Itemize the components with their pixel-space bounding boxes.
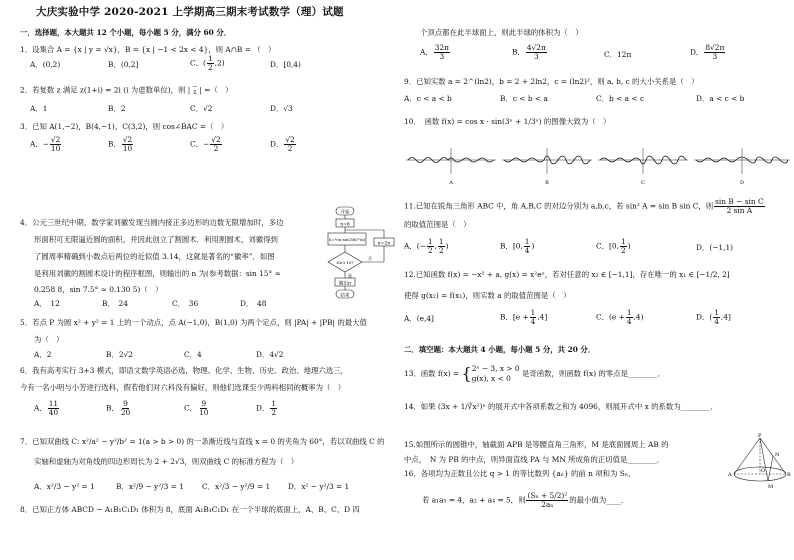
q2-option-b[interactable]: B．2 bbox=[108, 104, 126, 113]
q12-c-suffix: ,4) bbox=[633, 312, 644, 322]
q4-flowchart bbox=[318, 206, 396, 306]
cone-label-n: N bbox=[775, 452, 780, 458]
q11-option-d[interactable]: D．(−1,1) bbox=[696, 243, 734, 252]
q10-label-a: A bbox=[449, 180, 453, 186]
q12-line-1: 12.已知函数 f(x) = −x² + a, g(x) = x²eˣ，若对任意的 x₂ ∈ [−1,1]，存在唯一的 x₁ ∈ [−1/2, 2] bbox=[404, 270, 730, 279]
cone-edge-pm bbox=[760, 438, 768, 481]
q15-line-2: 中点， N 为 PB 的中点，则异面直线 PA 与 MN 所成角的正切值是________． bbox=[404, 455, 665, 464]
q1-c-frac bbox=[207, 55, 214, 72]
q5-option-c[interactable]: C．4 bbox=[184, 350, 202, 359]
q11-c-suffix: ) bbox=[627, 241, 631, 251]
q2-stem-text: 2．若复数 z 满足 z(1+i) = 2i (i 为虚数单位)，则 | bbox=[20, 85, 191, 95]
q6-d-num: 1 bbox=[271, 399, 277, 408]
q5-option-b[interactable]: B．2√2 bbox=[106, 350, 133, 359]
q1-c-num: 1 bbox=[207, 54, 213, 63]
cone-label-o: O bbox=[761, 468, 766, 474]
q12-c-frac bbox=[626, 309, 633, 326]
q7-option-b[interactable]: B．x²/9 − y²/3 = 1 bbox=[116, 482, 184, 491]
q6-a-den: 40 bbox=[48, 407, 59, 417]
q3-c-frac bbox=[210, 136, 221, 153]
q11-b-num: 1 bbox=[524, 237, 530, 246]
q12-b-suffix: ,4] bbox=[537, 312, 548, 322]
q15-line-1: 15.如图所示的圆锥中，轴截面 APB 是等腰直角三角形，M 是底面圆周上 AB 的 bbox=[404, 440, 669, 449]
q8-continuation: 个顶点都在此半球面上，则此半球的体积为（ ） bbox=[420, 28, 583, 37]
q6-b-frac bbox=[120, 400, 131, 417]
q6-c-prefix: C． bbox=[184, 403, 198, 413]
q8-option-d[interactable]: D． $\frac{8√2\pi}{3}$ bbox=[690, 43, 725, 61]
q1-option-d[interactable]: D．[0,4) bbox=[270, 60, 301, 69]
q3-a-num: √2 bbox=[50, 135, 61, 144]
q6-a-frac bbox=[48, 400, 59, 417]
q10-stem: 10． 函数 f(x) = cos x · sin(3ˣ + 1/3ˣ) 的图像大致为（ ） bbox=[404, 117, 611, 126]
q3-b-den: 10 bbox=[122, 143, 133, 153]
q10-graph-d[interactable] bbox=[694, 148, 790, 186]
q12-c-prefix: C．(e + bbox=[596, 312, 625, 322]
q6-a-prefix: A． bbox=[34, 403, 47, 413]
q11-b-frac bbox=[524, 238, 531, 255]
q3-b-prefix: B． bbox=[108, 139, 121, 149]
q1-c-suffix: ,2) bbox=[214, 58, 225, 68]
q2-option-a[interactable]: A．1 bbox=[30, 104, 48, 113]
q6-line-2: 今有一名小明与小芳进行选科，假若他们对六科没有偏好，则他们选课至少两科相同的概率为（ ） bbox=[20, 383, 346, 392]
q3-b-frac bbox=[122, 136, 133, 153]
q3-d-num: √2 bbox=[285, 135, 295, 144]
q8-a-num: 32π bbox=[434, 43, 449, 52]
q11-option-b[interactable] bbox=[500, 238, 534, 255]
q8-d-den: 3 bbox=[712, 51, 718, 61]
cone-label-a: A bbox=[728, 472, 732, 478]
flow-init-label: n=6 bbox=[340, 222, 350, 228]
q6-option-d[interactable] bbox=[256, 400, 278, 417]
q6-line-1: 6．我有高考实行 3+3 模式，即语文数学英语必选，物理、化学、生物、历史、政治、地理六选三， bbox=[20, 366, 349, 375]
q11-line-2: 的取值范围是（ ） bbox=[404, 220, 471, 229]
q10-label-d: D bbox=[739, 180, 745, 186]
flow-no-label: 否 bbox=[368, 256, 372, 261]
q12-b-den: 4 bbox=[530, 316, 536, 326]
q11-a-frac-1 bbox=[427, 238, 434, 255]
q2-stem-end: | =（ ） bbox=[199, 85, 233, 95]
q7-line-2: 实轴和虚轴为对角线的四边形周长为 2 + 2√3，则双曲线 C 的标准方程为（ ） bbox=[34, 457, 299, 466]
q11-a-den-2: 2 bbox=[438, 245, 444, 255]
q12-b-num: 1 bbox=[530, 308, 536, 317]
q10-graphs bbox=[402, 142, 794, 188]
q11-a-num: 1 bbox=[427, 237, 433, 246]
q3-option-c[interactable] bbox=[190, 136, 223, 153]
q3-c-num: √2 bbox=[211, 135, 221, 144]
q2-option-d[interactable]: D．√3 bbox=[270, 104, 293, 113]
q9-stem: 9．已知实数 a = 2^(ln2)，b = 2 + 2ln2，c = (ln2)²，则 a, b, c 的大小关系是（ ） bbox=[404, 77, 699, 86]
q6-d-frac bbox=[270, 400, 277, 417]
q8-a-frac bbox=[434, 44, 450, 61]
q6-d-prefix: D． bbox=[256, 403, 270, 413]
q4-option-c[interactable]: C． 36 bbox=[172, 299, 199, 308]
q8-option-b[interactable]: B． $\frac{4√2\pi}{3}$ bbox=[512, 43, 546, 61]
q4-line-5: 0.258 8，sin 7.5° ≈ 0.130 5)（ ） bbox=[34, 285, 163, 294]
q7-line-1: 7．已知双曲线 C: x²/a² − y²/b² = 1(a > b > 0) 的一条渐近线与直线 x = 0 的夹角为 60°，若以双曲线 C 的 bbox=[20, 437, 385, 446]
q3-c-den: 2 bbox=[213, 143, 219, 153]
q11-option-c[interactable] bbox=[596, 238, 631, 255]
q2-zbar bbox=[191, 84, 198, 97]
q12-d-frac bbox=[713, 309, 720, 326]
q5-option-a[interactable]: A．2 bbox=[34, 350, 52, 359]
q8-a-den: 3 bbox=[439, 51, 445, 61]
q13-pieces bbox=[472, 364, 520, 383]
flow-out-label: 输出n bbox=[339, 281, 351, 287]
q3-option-a[interactable] bbox=[30, 136, 62, 153]
q4-line-2: 形面积可无限逼近圆的面积，并因此创立了割圆术．利用割圆术，刘徽得到 bbox=[34, 235, 278, 244]
q13-piece-2: g(x), x < 0 bbox=[471, 374, 511, 383]
q6-b-den: 20 bbox=[120, 407, 131, 417]
q11-a-mid: , bbox=[434, 241, 437, 251]
q3-option-d[interactable] bbox=[270, 136, 297, 153]
q12-c-num: 1 bbox=[626, 308, 632, 317]
q10-graph-c[interactable] bbox=[598, 148, 688, 186]
q8-b-num: 4√2π bbox=[526, 43, 546, 52]
q4-option-b[interactable]: B． 24 bbox=[102, 299, 128, 308]
q13-suffix: 是奇函数，则函数 f(x) 的零点是________． bbox=[521, 369, 665, 378]
q11-line-1-text: 11.已知在锐角三角形 ABC 中，角 A,B,C 的对边分别为 a,b,c，若 sin² A = sin B sin C，则 bbox=[404, 201, 714, 211]
q11-frac bbox=[714, 198, 765, 215]
q12-option-d[interactable] bbox=[696, 309, 731, 326]
q1-c-prefix: C．( bbox=[190, 58, 206, 68]
q11-c-prefix: C．[0, bbox=[596, 241, 619, 251]
q3-d-den: 2 bbox=[287, 143, 293, 153]
q6-b-prefix: B． bbox=[106, 403, 119, 413]
q9-option-b[interactable]: B．c < b < a bbox=[500, 94, 548, 103]
q12-c-den: 4 bbox=[626, 316, 632, 326]
q12-b-frac bbox=[530, 309, 537, 326]
q6-b-num: 9 bbox=[123, 399, 128, 408]
q12-line-2: 使得 g(x₂) = f(x₁)，则实数 a 的取值范围是（ ） bbox=[404, 291, 571, 300]
q5-stem: 5．若点 P 为圆 x² + y² = 1 上的一个动点，点 A(−1,0)，B(1,0) 为两个定点，则 |PA| + |PB| 的最大值 bbox=[20, 318, 367, 327]
cone-label-m: M bbox=[768, 484, 774, 490]
q16-suffix: 的最小值为____． bbox=[569, 495, 629, 505]
q9-option-d[interactable]: D．a < c < b bbox=[696, 94, 745, 103]
q4-line-1: 4．公元三世纪中期，数学家刘徽发现当圆内接正多边形的边数无限增加时，多边 bbox=[20, 218, 284, 227]
q12-d-prefix: D．( bbox=[696, 312, 713, 322]
q12-option-a[interactable]: A．(e,4] bbox=[404, 314, 434, 323]
q2-stem bbox=[20, 84, 233, 97]
q12-b-prefix: B．[e + bbox=[500, 312, 529, 322]
q16-frac-num: (Sₙ + 5/2)² bbox=[527, 491, 568, 500]
q10-graph-b[interactable] bbox=[502, 148, 592, 186]
q8-option-c[interactable]: C．12π bbox=[604, 50, 632, 59]
q8-b-den: 3 bbox=[533, 51, 539, 61]
q7-option-c[interactable]: C．x²/3 − y²/9 = 1 bbox=[202, 482, 271, 491]
q10-label-b: B bbox=[545, 180, 549, 186]
flow-cond-label: S≥3.10? bbox=[336, 260, 354, 265]
q16-frac bbox=[526, 492, 568, 509]
q8-d-num: 8√2π bbox=[705, 43, 725, 52]
q12-d-den: 4 bbox=[714, 316, 719, 326]
q2-z: z bbox=[193, 89, 197, 97]
exam-title: 大庆实验中学 2020-2021 上学期高三期末考试数学（理）试题 bbox=[36, 6, 344, 18]
q1-c-den: 2 bbox=[207, 62, 213, 72]
cone-edge-pa bbox=[734, 438, 760, 474]
q15-cone-figure bbox=[728, 432, 792, 490]
q8-b-frac bbox=[526, 44, 547, 61]
q6-a-num: 11 bbox=[48, 399, 59, 408]
section-2-header: 二．填空题：本大题共 4 小题，每小题 5 分，共 20 分． bbox=[404, 345, 596, 354]
q8-option-a[interactable]: A． $\frac{32\pi}{3}$ bbox=[420, 43, 449, 61]
segment-mn bbox=[768, 456, 773, 481]
q4-line-3: 了圆周率精确到小数点后两位的近似值 3.14，这就是著名的“徽率”．如图 bbox=[34, 252, 275, 261]
q11-frac-num: sin B − sin C bbox=[715, 197, 764, 206]
section-1-header: 一．选择题，本大题共 12 个小题，每小题 5 分，满分 60 分． bbox=[20, 28, 232, 37]
q10-label-c: C bbox=[641, 180, 645, 186]
q5-stem-2: 为（ ） bbox=[34, 335, 64, 344]
flow-step-label: n=2n bbox=[377, 241, 391, 247]
q11-frac-den: 2 sin A bbox=[726, 205, 753, 215]
flow-end-label: 结束 bbox=[340, 293, 350, 299]
q13-prefix: 13．函数 f(x) = bbox=[404, 369, 460, 378]
q12-option-b[interactable] bbox=[500, 309, 547, 326]
q11-c-num: 1 bbox=[620, 237, 626, 246]
q12-option-c[interactable] bbox=[596, 309, 644, 326]
flow-yes-label: 是 bbox=[348, 273, 352, 278]
q11-a-prefix: A．(− bbox=[404, 241, 426, 251]
q11-option-a[interactable] bbox=[404, 238, 448, 255]
q6-c-num: 9 bbox=[201, 399, 207, 408]
q3-c-prefix: C．− bbox=[190, 139, 210, 149]
q16-frac-den: 2aₙ bbox=[541, 499, 554, 509]
q2-option-c[interactable]: C．√2 bbox=[190, 104, 213, 113]
q14-stem: 14．如果 (3x + 1/∛x²)ⁿ 的展开式中各项系数之和为 4096，则展开式中 x 的系数为________． bbox=[404, 402, 718, 411]
q3-stem: 3．已知 A(1,−2)，B(4,−1)，C(3,2)，则 cos∠BAC =（ ） bbox=[20, 122, 229, 131]
q9-option-c[interactable]: C．b < a < c bbox=[596, 94, 645, 103]
q11-c-frac bbox=[620, 238, 627, 255]
q11-b-suffix: ) bbox=[531, 241, 535, 251]
q11-b-den: 4 bbox=[524, 245, 530, 255]
q11-a-den: 2 bbox=[427, 245, 433, 255]
flow-box-label: S=½n·sin(360°/n) bbox=[328, 237, 366, 242]
q3-d-frac bbox=[284, 136, 295, 153]
cone-label-p: P bbox=[758, 433, 762, 439]
q6-option-a[interactable] bbox=[34, 400, 60, 417]
q11-line-1 bbox=[404, 198, 766, 215]
q16-prefix: 若 a₁a₅ = 4，a₂ + a₄ = 5，则 bbox=[422, 495, 526, 505]
q13-piece-1: 2ˣ − 3, x > 0 bbox=[471, 364, 520, 374]
q4-option-a[interactable]: A． 12 bbox=[34, 299, 60, 308]
q11-a-suffix: ) bbox=[445, 241, 449, 251]
q4-line-4: 是利用刘徽的割圆术设计的程序框图，则输出的 n 为(参考数据：sin 15° ≈ bbox=[34, 269, 281, 278]
q16-line-2 bbox=[422, 492, 628, 509]
q6-c-frac bbox=[198, 400, 209, 417]
q3-a-den: 10 bbox=[50, 143, 61, 153]
q4-option-d[interactable]: D． 48 bbox=[240, 299, 267, 308]
q10-graph-a[interactable] bbox=[406, 148, 496, 186]
q13-brace: { bbox=[461, 364, 472, 383]
q3-a-frac bbox=[50, 136, 61, 153]
q11-b-prefix: B．[0, bbox=[500, 241, 523, 251]
q6-c-den: 10 bbox=[199, 407, 209, 417]
cone-label-b: B bbox=[787, 472, 791, 478]
q6-option-b[interactable] bbox=[106, 400, 132, 417]
q3-d-prefix: D． bbox=[270, 139, 284, 149]
flow-start-label: 开始 bbox=[340, 210, 350, 216]
q6-option-c[interactable] bbox=[184, 400, 210, 417]
q8-d-frac bbox=[704, 44, 725, 61]
q3-b-num: √2 bbox=[122, 135, 133, 144]
q12-d-num: 1 bbox=[714, 308, 719, 317]
q7-option-d[interactable]: D．x² − y²/3 = 1 bbox=[288, 482, 350, 491]
q16-line-1: 16．各项均为正数且公比 q > 1 的等比数列 {aₙ} 的前 n 项和为 Sₙ， bbox=[404, 469, 636, 478]
q7-option-a[interactable]: A．x²/3 − y² = 1 bbox=[34, 482, 95, 491]
q5-option-d[interactable]: D．4√2 bbox=[256, 350, 284, 359]
q11-c-den: 2 bbox=[620, 245, 626, 255]
q1-option-b[interactable]: B．(0,2] bbox=[108, 60, 139, 69]
q11-a-num-2: 1 bbox=[438, 237, 444, 246]
q3-option-b[interactable] bbox=[108, 136, 134, 153]
q8-stem: 8．已知正方体 ABCD − A₁B₁C₁D₁ 体积为 8，底面 A₁B₁C₁D₁ 在一个半球的底面上，A、B、C、D 四 bbox=[20, 505, 360, 514]
q1-stem: 1．设集合 A = {x | y = √x}，B = {x | −1 < 2x < 4}，则 A∩B = （ ） bbox=[20, 45, 276, 54]
q13-stem bbox=[404, 364, 665, 384]
q12-d-suffix: ,4] bbox=[720, 312, 731, 322]
q11-a-frac-2 bbox=[438, 238, 445, 255]
q3-a-prefix: A．− bbox=[30, 139, 49, 149]
q1-option-a[interactable]: A．(0,2) bbox=[30, 60, 61, 69]
q1-option-c[interactable] bbox=[190, 55, 225, 72]
q9-option-a[interactable]: A．c < a < b bbox=[404, 94, 452, 103]
q2-bar: − bbox=[192, 83, 198, 90]
q6-d-den: 2 bbox=[271, 407, 277, 417]
